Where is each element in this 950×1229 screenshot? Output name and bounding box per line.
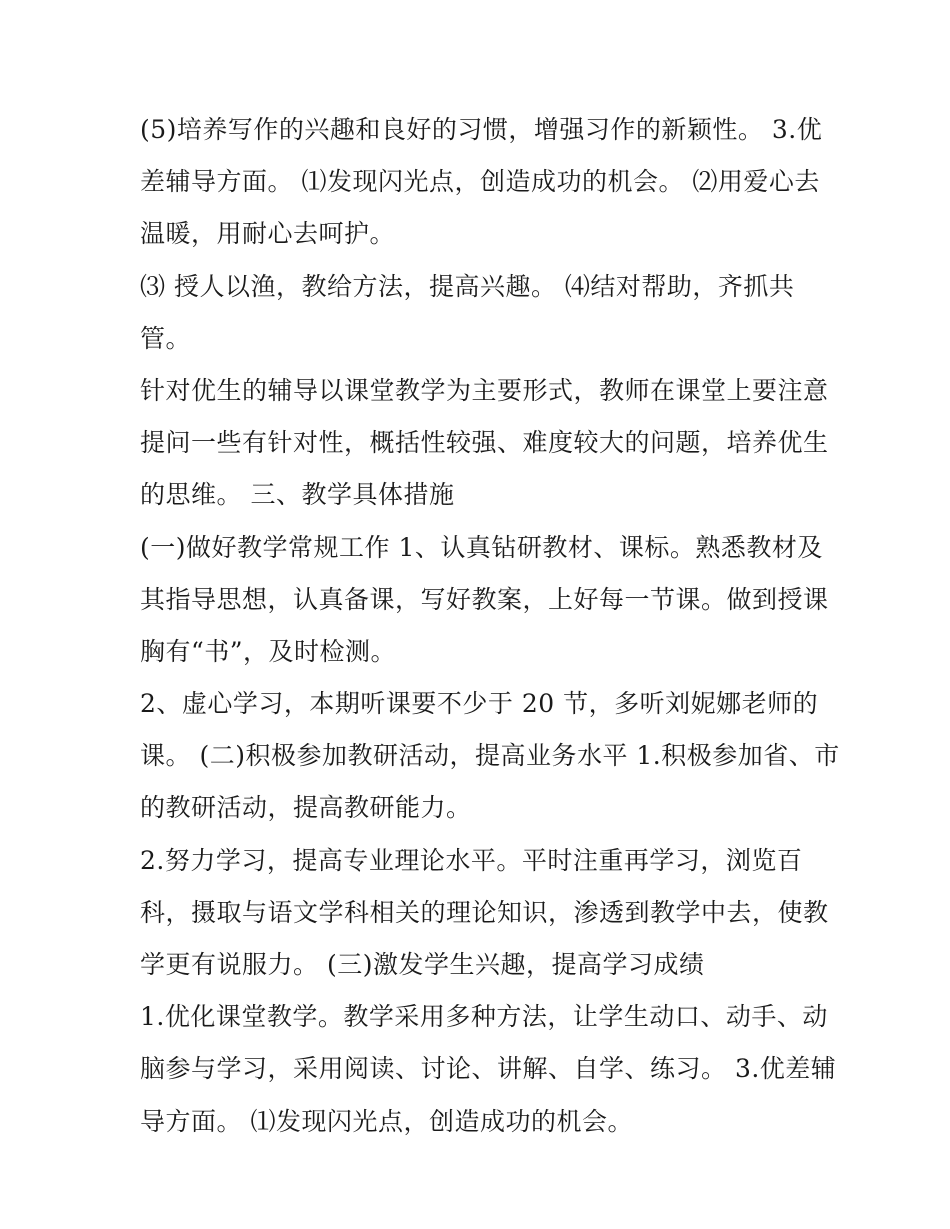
text-line: ⑶ 授人以渔，教给方法，提高兴趣。 ⑷结对帮助，齐抓共 — [140, 271, 795, 301]
document-body — [140, 104, 840, 1148]
text-line: 学更有说服力。 (三)激发学生兴趣，提高学习成绩 — [140, 950, 705, 979]
text-line: (5)培养写作的兴趣和良好的习惯，增强习作的新颖性。 3.优 — [140, 115, 823, 144]
text-line: 2.努力学习，提高专业理论水平。平时注重再学习，浏览百 — [140, 845, 803, 875]
text-line: 胸有“书”，及时检测。 — [140, 636, 397, 666]
text-line: 针对优生的辅导以课堂教学为主要形式，教师在课堂上要注意 — [140, 375, 829, 405]
text-line: 脑参与学习，采用阅读、讨论、讲解、自学、练习。 3.优差辅 — [140, 1054, 837, 1084]
text-line: 1.优化课堂教学。教学采用多种方法，让学生动口、动手、动 — [140, 1002, 828, 1032]
text-line: 提问一些有针对性，概括性较强、难度较大的问题，培养优生 — [140, 428, 829, 458]
text-line: (一)做好教学常规工作 1、认真钻研教材、课标。熟悉教材及 — [140, 532, 823, 562]
text-line: 2、虚心学习，本期听课要不少于 20 节，多听刘妮娜老师的 — [140, 689, 819, 719]
text-line: 导方面。 ⑴发现闪光点，创造成功的机会。 — [140, 1106, 633, 1136]
text-line: 温暖，用耐心去呵护。 — [140, 219, 396, 249]
text-line: 课。 (二)积极参加教研活动，提高业务水平 1.积极参加省、市 — [140, 741, 840, 771]
text-line: 其指导思想，认真备课，写好教案，上好每一节课。做到授课 — [140, 584, 829, 614]
text-line: 的教研活动，提高教研能力。 — [140, 793, 472, 823]
text-line: 管。 — [140, 323, 192, 353]
text-line: 科，摄取与语文学科相关的理论知识，渗透到教学中去，使教 — [140, 897, 829, 927]
text-line: 的思维。 三、教学具体措施 — [140, 480, 455, 510]
text-line: 差辅导方面。 ⑴发现闪光点，创造成功的机会。 ⑵用爱心去 — [140, 167, 820, 197]
